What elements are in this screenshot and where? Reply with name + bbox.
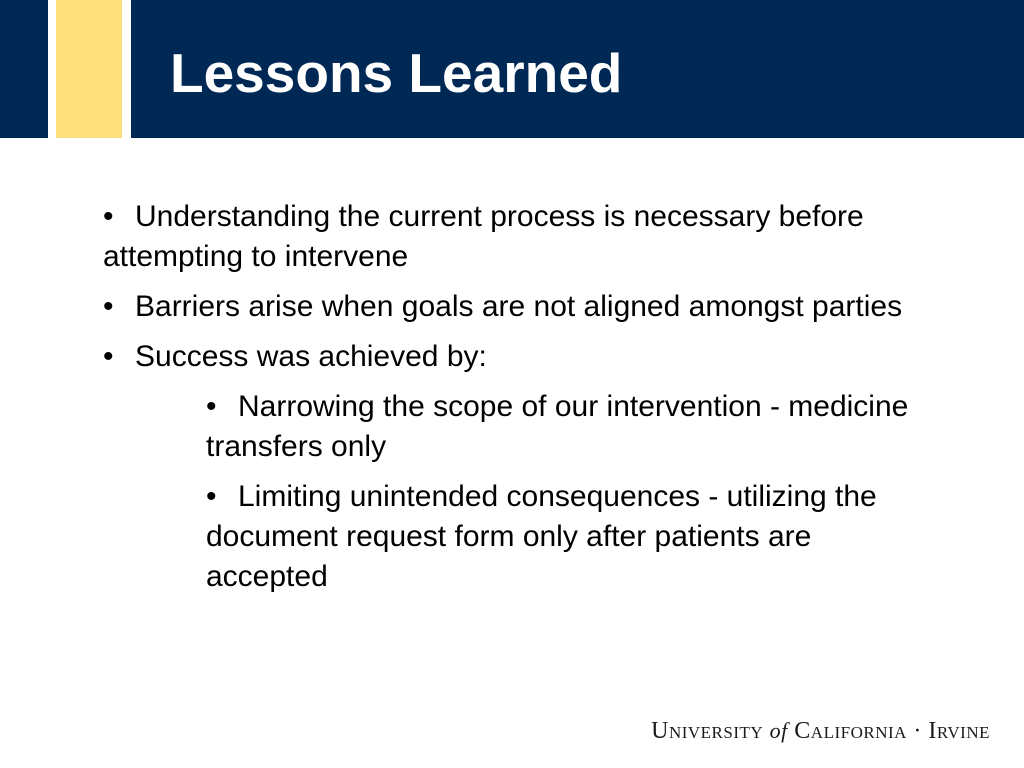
bullet-text: Limiting unintended consequences - utilizing the document request form only after patients are accepted <box>206 480 877 593</box>
logo-word-irvine: Irvine <box>928 718 990 744</box>
header-accent-white-stripe <box>122 0 131 138</box>
bullet-text: Narrowing the scope of our intervention - medicine transfers only <box>206 390 909 463</box>
bullet-marker: • <box>206 390 217 423</box>
bullet-marker: • <box>103 200 114 233</box>
sub-bullet-item <box>206 477 916 597</box>
bullet-item <box>103 197 923 277</box>
bullet-item <box>103 337 923 377</box>
logo-separator: · <box>913 718 922 744</box>
bullet-list <box>103 197 923 607</box>
uc-irvine-logo <box>651 714 990 748</box>
slide-title: Lessons Learned <box>170 42 623 104</box>
bullet-marker: • <box>206 480 217 513</box>
logo-word-of: of <box>769 718 788 743</box>
bullet-text: Success was achieved by: <box>135 340 487 373</box>
bullet-text: Barriers arise when goals are not aligned amongst parties <box>135 290 903 323</box>
bullet-marker: • <box>103 340 114 373</box>
logo-word-university: University <box>651 718 764 744</box>
bullet-item <box>103 287 923 327</box>
logo-word-california: California <box>794 718 907 744</box>
bullet-text: Understanding the current process is necessary before attempting to intervene <box>103 200 864 273</box>
header-accent-gold-stripe <box>56 0 122 138</box>
bullet-marker: • <box>103 290 114 323</box>
sub-bullet-item <box>206 387 916 467</box>
header-accent-white-stripe <box>48 0 56 138</box>
